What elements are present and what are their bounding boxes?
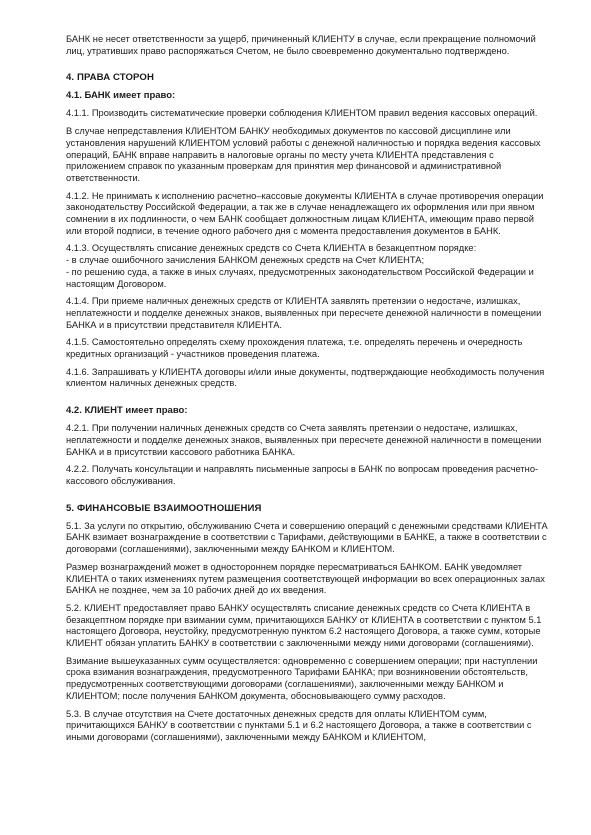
paragraph-4-1-5: 4.1.5. Самостоятельно определять схему прохождения платежа, т.е. определять перечень и очередность кредитных организаций - участников проведения платежа. xyxy=(66,337,523,360)
section-4-heading: 4. ПРАВА СТОРОН xyxy=(66,72,155,84)
intro-paragraph: БАНК не несет ответственности за ущерб, причиненный КЛИЕНТУ в случае, если прекращение полномочий лиц, утративших право распоряжаться Счетом, не было своевременно документально подтверждено. xyxy=(66,34,536,56)
paragraph-4-1-6: 4.1.6. Запрашивать у КЛИЕНТА договоры и/или иные документы, подтверждающие необходимость получения клиентом наличных денежных средств. xyxy=(66,366,545,389)
paragraph-4-2-1: 4.2.1. При получении наличных денежных средств со Счета заявлять претензии о недостаче, излишках, неплатежности и подделке денежных знаков, выявленных при пересчете денежной наличности в помещении БАНКА и в присутствии кассового работника БАНКА. xyxy=(66,423,542,457)
section-5-heading: 5. ФИНАНСОВЫЕ ВЗАИМООТНОШЕНИЯ xyxy=(66,502,262,514)
paragraph-4-1-2: 4.1.2. Не принимать к исполнению расчетно–кассовые документы КЛИЕНТА в случае противоречия операции законодательству Российской Федерации, а так же в случае ненадлежащего их оформления или при явном сомнении в их подлинности, о чем БАНК сообщает должностным лицам КЛИЕНТА, имеющим право первой или второй подписи, в течение одного рабочего дня с момента предоставления документов в БАНК. xyxy=(66,190,544,236)
paragraph-5-3: 5.3. В случае отсутствия на Счете достаточных денежных средств для оплаты КЛИЕНТОМ сумм, причитающихся БАНКУ в соответствии с пунктами 5.1 и 6.2 настоящего Договора, а также в соответствии с иными договорами (соглашениями), заключенными между БАНКОМ и КЛИЕНТОМ, xyxy=(66,708,532,742)
subsection-4-1-heading: 4.1. БАНК имеет право: xyxy=(66,90,176,102)
paragraph-5-2: 5.2. КЛИЕНТ предоставляет право БАНКУ осуществлять списание денежных средств со Счета КЛИЕНТА в безакцептном порядке при взимании сумм, причитающихся БАНКУ от КЛИЕНТА в соответствии с пунктом 5.1 настоящего Договора, неустойку, предусмотренную пунктом 6.2 настоящего Договора, а также сумм, которые КЛИЕНТ обязан уплатить БАНКУ в соответствии с заключенными между ними договорами (соглашениями). xyxy=(66,602,542,649)
subsection-4-2-heading: 4.2. КЛИЕНТ имеет право: xyxy=(66,405,188,417)
paragraph-5-1: 5.1. За услуги по открытию, обслуживанию Счета и совершению операций с денежными средствами КЛИЕНТА БАНК взимает вознаграждение в соответствии с Тарифами, действующими в БАНКЕ, а также в соответствии с договорами (соглашениями), заключенными между БАНКОМ и КЛИЕНТОМ. xyxy=(66,520,548,555)
paragraph-4-1-1: 4.1.1. Производить систематические проверки соблюдения КЛИЕНТОМ правил ведения кассовых операций. xyxy=(66,108,538,119)
paragraph-4-1-4: 4.1.4. При приеме наличных денежных средств от КЛИЕНТА заявлять претензии о недостаче, излишках, неплатежности и подделке денежных знаков, выявленных при пересчете денежной наличности в помещении БАНКА и в присутствии представителя КЛИЕНТА. xyxy=(66,296,542,330)
paragraph-5-2-detail: Взимание вышеуказанных сумм осуществляется: одновременно с совершением операции; при наступлении срока взимания вознаграждения, предусмотренного Тарифами БАНКА; при возникновении обстоятельств, предусмотренных соответствующими договорами (соглашениями), заключенными между БАНКОМ и КЛИЕНТОМ; после получения БАНКОМ документа, обосновывающего сумму расходов. xyxy=(66,655,538,701)
paragraph-4-2-2: 4.2.2. Получать консультации и направлять письменные запросы в БАНК по вопросам проведения расчетно-кассового обслуживания. xyxy=(66,464,539,486)
paragraph-5-1-detail: Размер вознаграждений может в одностороннем порядке пересматриваться БАНКОМ. БАНК уведомляет КЛИЕНТА о таких изменениях путем размещения соответствующей информации во всех операционных залах БАНКА не позднее, чем за 10 рабочих дней до их введения. xyxy=(66,561,545,596)
paragraph-4-1-1-detail: В случае непредставления КЛИЕНТОМ БАНКУ необходимых документов по кассовой дисциплине или установления нарушений КЛИЕНТОМ условий работы с денежной наличностью и порядка ведения кассовых операций, БАНК вправе направить в налоговые органы по месту учета КЛИЕНТА представления с приложением справок по указанным проверкам для принятия мер финансовой и административной ответственности. xyxy=(66,126,541,183)
paragraph-4-1-3: 4.1.3. Осуществлять списание денежных средств со Счета КЛИЕНТА в безакцептном порядке: - в случае ошибочного зачисления БАНКОМ денежных средств на Счет КЛИЕНТА; - по решению суда, а также в иных случаях, предусмотренных законодательством Российской Федерации и настоящим Договором. xyxy=(66,243,534,289)
